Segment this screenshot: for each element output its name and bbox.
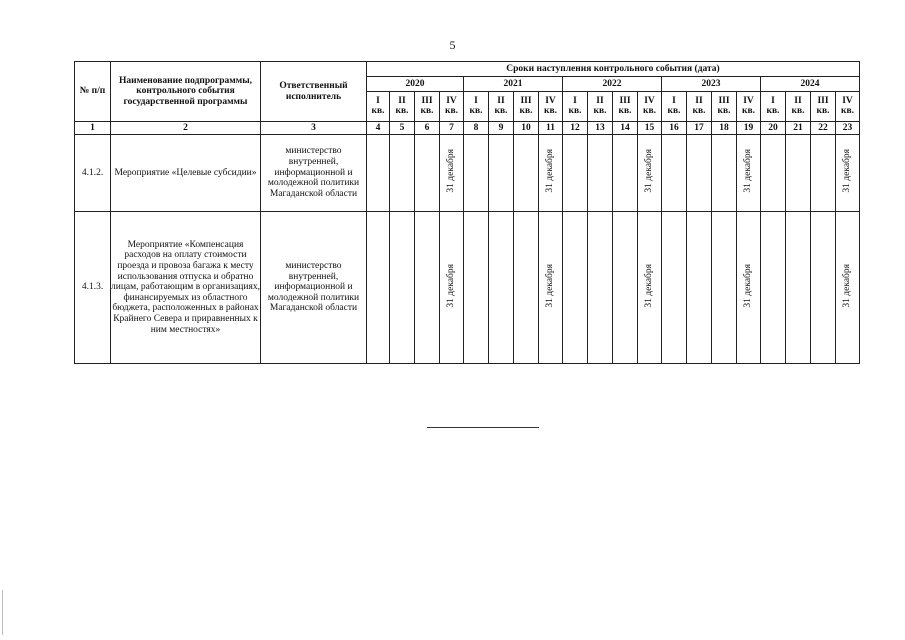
control-events-table: [74, 61, 860, 364]
column-number: 22: [811, 122, 836, 135]
control-date: 31 декабря: [743, 263, 754, 308]
header-year-2020: 2020: [367, 77, 464, 92]
header-quarter: III кв.: [514, 92, 539, 122]
column-number: 16: [662, 122, 687, 135]
page-number: 5: [449, 38, 456, 52]
date-cell: [415, 135, 440, 212]
column-number: 1: [75, 122, 111, 135]
date-cell: [836, 212, 860, 364]
date-cell: [539, 212, 563, 364]
date-cell: [539, 135, 563, 212]
column-number: 21: [786, 122, 811, 135]
column-number: 10: [514, 122, 539, 135]
date-cell: [662, 135, 687, 212]
header-quarter: III кв.: [811, 92, 836, 122]
header-quarter: IV кв.: [737, 92, 761, 122]
date-cell: [588, 135, 613, 212]
column-number: 3: [261, 122, 367, 135]
date-cell: [563, 212, 588, 364]
header-quarter: I кв.: [662, 92, 687, 122]
date-cell: [390, 135, 415, 212]
row-executor: министерство внутренней, информационной и молодежной политики Магаданской области: [261, 135, 367, 212]
row-executor: министерство внутренней, информационной и молодежной политики Магаданской области: [261, 212, 367, 364]
header-year-2024: 2024: [761, 77, 860, 92]
date-cell: [786, 135, 811, 212]
date-cell: [367, 135, 390, 212]
date-cell: [761, 135, 786, 212]
date-cell: [440, 135, 464, 212]
date-cell: [390, 212, 415, 364]
date-cell: [737, 212, 761, 364]
header-quarter: III кв.: [712, 92, 737, 122]
date-cell: [836, 135, 860, 212]
column-number: 17: [687, 122, 712, 135]
row-num: 4.1.3.: [75, 212, 111, 364]
date-cell: [489, 135, 514, 212]
date-cell: [514, 135, 539, 212]
column-number: 2: [111, 122, 261, 135]
column-number: 8: [464, 122, 489, 135]
header-deadlines: Сроки наступления контрольного события (дата): [367, 62, 860, 77]
column-number: 6: [415, 122, 440, 135]
date-cell: [638, 212, 662, 364]
date-cell: [464, 135, 489, 212]
header-quarter: III кв.: [613, 92, 638, 122]
date-cell: [489, 212, 514, 364]
date-cell: [440, 212, 464, 364]
date-cell: [712, 212, 737, 364]
control-date: 31 декабря: [545, 149, 556, 193]
date-cell: [514, 212, 539, 364]
header-year-2021: 2021: [464, 77, 563, 92]
header-quarter: I кв.: [367, 92, 390, 122]
column-number: 13: [588, 122, 613, 135]
column-number: 19: [737, 122, 761, 135]
control-date: 31 декабря: [842, 263, 853, 308]
date-cell: [613, 135, 638, 212]
row-num: 4.1.2.: [75, 135, 111, 212]
row-name: Мероприятие «Целевые субсидии»: [111, 135, 261, 212]
header-quarter: III кв.: [415, 92, 440, 122]
date-cell: [761, 212, 786, 364]
date-cell: [712, 135, 737, 212]
footer-separator-line: [427, 427, 539, 428]
control-date: 31 декабря: [842, 149, 853, 193]
column-number: 7: [440, 122, 464, 135]
date-cell: [662, 212, 687, 364]
date-cell: [464, 212, 489, 364]
column-number: 5: [390, 122, 415, 135]
column-number: 12: [563, 122, 588, 135]
header-year-2023: 2023: [662, 77, 761, 92]
header-quarter: IV кв.: [440, 92, 464, 122]
header-num: № п/п: [75, 62, 111, 122]
date-cell: [737, 135, 761, 212]
header-quarter: IV кв.: [539, 92, 563, 122]
date-cell: [588, 212, 613, 364]
control-date: 31 декабря: [743, 149, 754, 193]
date-cell: [687, 135, 712, 212]
header-quarter: II кв.: [390, 92, 415, 122]
column-number: 15: [638, 122, 662, 135]
column-number: 20: [761, 122, 786, 135]
control-date: 31 декабря: [545, 263, 556, 308]
header-quarter: II кв.: [786, 92, 811, 122]
column-number: 23: [836, 122, 860, 135]
row-name: Мероприятие «Компенсация расходов на оплату стоимости проезда и провоза багажа к месту использования отпуска и обратно лицам, работающим в организациях, финансируемых из областного бюджета, расположенных в районах Крайнего Севера и приравненных к ним местностях»: [111, 212, 261, 364]
header-quarter: IV кв.: [638, 92, 662, 122]
header-quarter: I кв.: [563, 92, 588, 122]
control-date: 31 декабря: [644, 149, 655, 193]
date-cell: [638, 135, 662, 212]
control-date: 31 декабря: [446, 149, 457, 193]
date-cell: [367, 212, 390, 364]
header-name: Наименование подпрограммы, контрольного события государственной программы: [111, 62, 261, 122]
column-number: 11: [539, 122, 563, 135]
control-date: 31 декабря: [446, 263, 457, 308]
header-quarter: II кв.: [489, 92, 514, 122]
column-number: 4: [367, 122, 390, 135]
date-cell: [786, 212, 811, 364]
header-quarter: I кв.: [761, 92, 786, 122]
date-cell: [811, 212, 836, 364]
date-cell: [687, 212, 712, 364]
header-quarter: I кв.: [464, 92, 489, 122]
scan-edge-mark: [2, 590, 3, 635]
header-quarter: II кв.: [687, 92, 712, 122]
column-number: 18: [712, 122, 737, 135]
control-date: 31 декабря: [644, 263, 655, 308]
date-cell: [811, 135, 836, 212]
header-executor: Ответственный исполнитель: [261, 62, 367, 122]
header-quarter: II кв.: [588, 92, 613, 122]
date-cell: [415, 212, 440, 364]
date-cell: [613, 212, 638, 364]
column-number: 9: [489, 122, 514, 135]
header-year-2022: 2022: [563, 77, 662, 92]
column-number: 14: [613, 122, 638, 135]
header-quarter: IV кв.: [836, 92, 860, 122]
date-cell: [563, 135, 588, 212]
